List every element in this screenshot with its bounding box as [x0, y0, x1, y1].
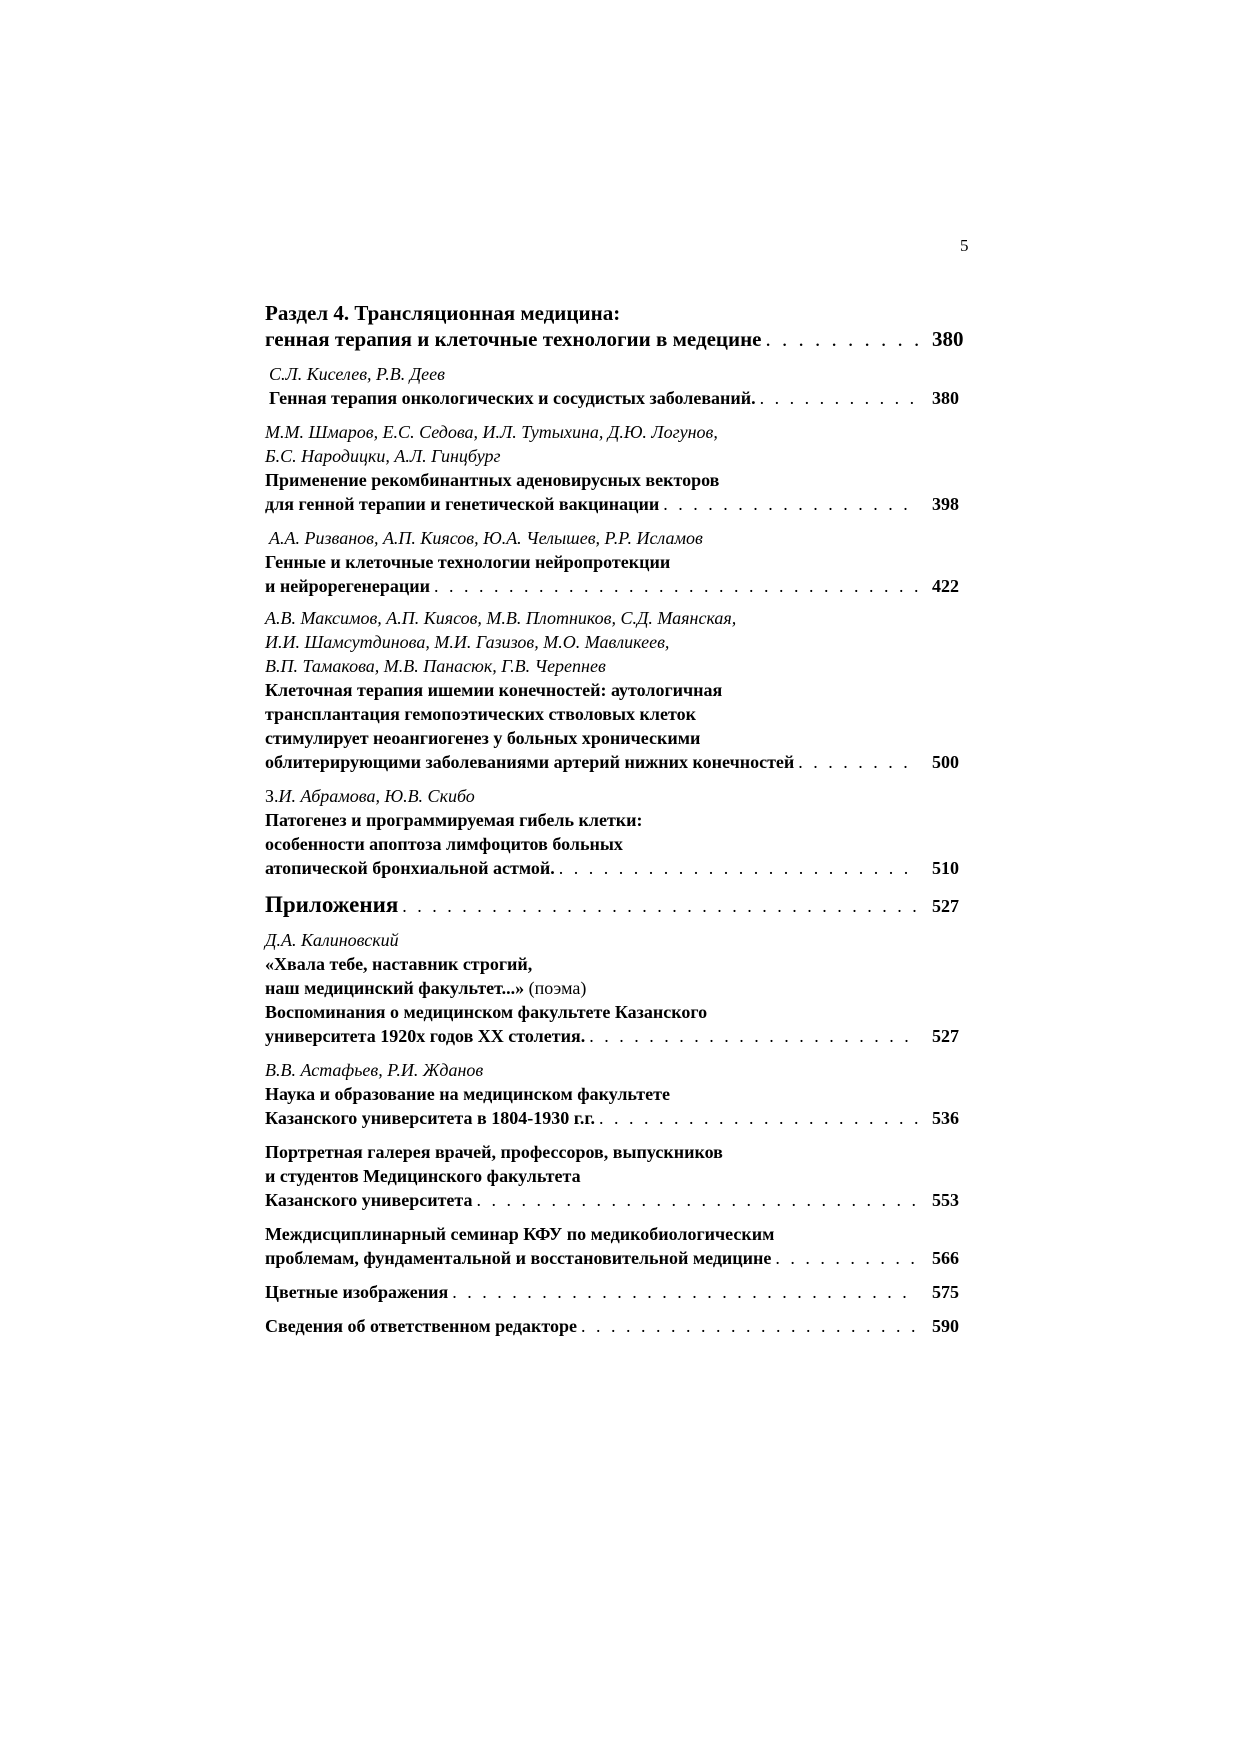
entry-title-line: Наука и образование на медицинском факультете	[265, 1084, 670, 1104]
entry-title-line: особенности апоптоза лимфоцитов больных	[265, 834, 623, 854]
entry-authors: Б.С. Народицки, А.Л. Гинцбург	[265, 446, 501, 466]
entry-title-line: Клеточная терапия ишемии конечностей: аутологичная	[265, 680, 723, 700]
dot-leader	[760, 386, 918, 410]
dot-leader	[452, 1280, 918, 1304]
toc-entry[interactable]	[265, 1024, 970, 1048]
page-ref: 510	[932, 858, 959, 878]
page-ref: 536	[932, 1108, 959, 1128]
dot-leader	[599, 1106, 918, 1130]
entry-title: атопической бронхиальной астмой.	[265, 858, 555, 878]
entry-title: Казанского университета	[265, 1190, 473, 1210]
entry-title-line: «Хвала тебе, наставник строгий,	[265, 954, 533, 974]
toc-entry[interactable]	[265, 386, 970, 410]
dot-leader	[766, 326, 918, 352]
page-number: 5	[960, 236, 969, 255]
entry-title-line: и студентов Медицинского факультета	[265, 1166, 581, 1186]
dot-leader	[402, 891, 918, 921]
entry-authors: З. И. Абрамова, Ю.В. Скибо	[265, 786, 475, 806]
page-ref: 422	[932, 576, 959, 596]
entry-title-line: Генные и клеточные технологии нейропротекции	[265, 552, 671, 572]
title-note: (поэма)	[528, 978, 587, 998]
entry-authors: С.Л. Киселев, Р.В. Деев	[269, 364, 445, 384]
toc-entry[interactable]	[265, 1246, 970, 1270]
page-ref: 380	[932, 388, 959, 408]
entry-title: Сведения об ответственном редакторе	[265, 1316, 577, 1336]
toc-entry[interactable]	[265, 574, 970, 598]
toc-entry[interactable]	[265, 1188, 970, 1212]
dot-leader	[476, 1188, 918, 1212]
section-heading-line[interactable]	[265, 326, 970, 352]
entry-title: Генная терапия онкологических и сосудистых заболеваний.	[269, 388, 756, 408]
toc-entry[interactable]	[265, 1314, 970, 1338]
entry-title: Казанского университета в 1804-1930 г.г.	[265, 1108, 595, 1128]
entry-authors: В.П. Тамакова, М.В. Панасюк, Г.В. Черепнев	[265, 656, 606, 676]
dot-leader	[434, 574, 918, 598]
entry-title: для генной терапии и генетической вакцинации	[265, 494, 660, 514]
dot-leader	[798, 750, 918, 774]
entry-authors: Д.А. Калиновский	[265, 930, 399, 950]
section-title-line1: Раздел 4. Трансляционная медицина:	[265, 301, 621, 325]
entry-authors: И.И. Шамсутдинова, М.И. Газизов, М.О. Мавликеев,	[265, 632, 670, 652]
entry-title-line: Портретная галерея врачей, профессоров, выпускников	[265, 1142, 723, 1162]
page-ref: 398	[932, 494, 959, 514]
toc-entry[interactable]	[265, 1106, 970, 1130]
entry-authors: А.А. Ризванов, А.П. Киясов, Ю.А. Челышев, Р.Р. Исламов	[269, 528, 703, 548]
toc-entry[interactable]	[265, 750, 970, 774]
entry-title-line: трансплантация гемопоэтических стволовых клеток	[265, 704, 696, 724]
entry-title-line: Патогенез и программируемая гибель клетки:	[265, 810, 643, 830]
entry-title: проблемам, фундаментальной и восстановительной медицине	[265, 1248, 772, 1268]
toc-entry[interactable]	[265, 492, 970, 516]
entry-title: облитерирующими заболеваниями артерий нижних конечностей	[265, 752, 795, 772]
page-ref: 527	[932, 896, 959, 916]
entry-authors: М.М. Шмаров, Е.С. Седова, И.Л. Тутыхина, Д.Ю. Логунов,	[265, 422, 718, 442]
dot-leader	[559, 856, 918, 880]
table-of-contents	[265, 300, 970, 1338]
page-ref: 590	[932, 1316, 959, 1336]
entry-title-line: Воспоминания о медицинском факультете Казанского	[265, 1002, 708, 1022]
entry-title: Цветные изображения	[265, 1282, 449, 1302]
appendix-title: Приложения	[265, 892, 399, 917]
page-ref: 527	[932, 1026, 959, 1046]
page-ref: 380	[932, 327, 964, 351]
toc-entry[interactable]	[265, 856, 970, 880]
entry-title: университета 1920х годов XX столетия.	[265, 1026, 586, 1046]
entry-authors: А.В. Максимов, А.П. Киясов, М.В. Плотников, С.Д. Маянская,	[265, 608, 737, 628]
entry-title: и нейрорегенерации	[265, 576, 431, 596]
section-heading	[265, 300, 970, 326]
entry-authors: В.В. Астафьев, Р.И. Жданов	[265, 1060, 484, 1080]
page-ref: 566	[932, 1248, 959, 1268]
page-ref: 575	[932, 1282, 959, 1302]
appendix-heading[interactable]	[265, 890, 970, 920]
dot-leader	[589, 1024, 918, 1048]
dot-leader	[663, 492, 918, 516]
page-ref: 500	[932, 752, 959, 772]
page-ref: 553	[932, 1190, 959, 1210]
entry-title-line: Применение рекомбинантных аденовирусных векторов	[265, 470, 720, 490]
entry-title-line: Междисциплинарный семинар КФУ по медикобиологическим	[265, 1224, 775, 1244]
entry-title-line: наш медицинский факультет...» (поэма)	[265, 978, 587, 998]
entry-title-line: стимулирует неоангиогенез у больных хроническими	[265, 728, 701, 748]
dot-leader	[775, 1246, 918, 1270]
section-title-line2: генная терапия и клеточные технологии в медецине	[265, 327, 762, 351]
dot-leader	[581, 1314, 918, 1338]
toc-entry[interactable]	[265, 1280, 970, 1304]
